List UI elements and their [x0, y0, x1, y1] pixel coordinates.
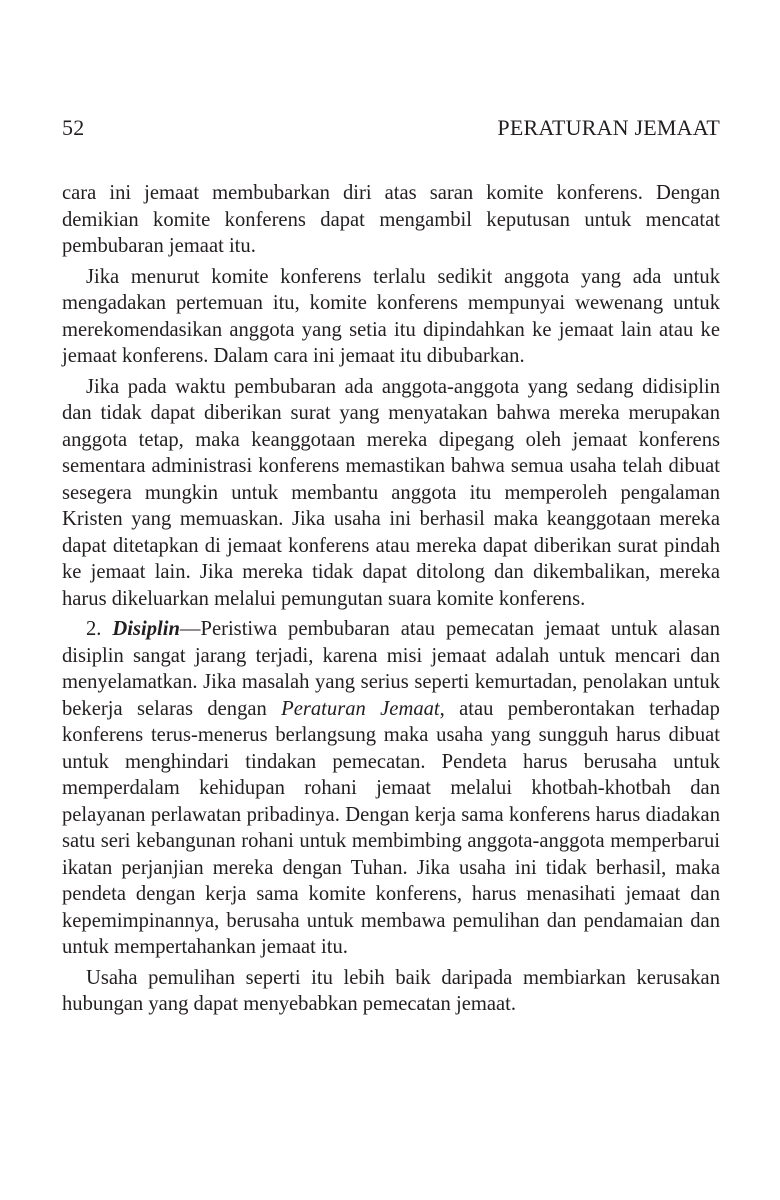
section-term: Disiplin: [112, 618, 180, 640]
paragraph-4: [62, 616, 720, 961]
italic-book-title: Peraturan Jemaat: [281, 697, 440, 720]
running-title: PERATURAN JEMAAT: [497, 115, 720, 140]
book-page: [62, 0, 722, 1200]
page-header: [62, 114, 720, 142]
page-number: 52: [62, 115, 85, 140]
paragraph-3: Jika pada waktu pembubaran ada anggota-anggota yang sedang didisiplin dan tidak dapat diberikan surat yang menyatakan bahwa mereka merupakan anggota tetap, maka keanggotaan mereka dipegang oleh jemaat konferens sementara administrasi konferens memastikan bahwa semua usaha telah dibuat sesegera mungkin untuk membantu anggota itu memperoleh pengalaman Kristen yang memuaskan. Jika usaha ini berhasil maka keanggotaan mereka dapat ditetapkan di jemaat konferens atau mereka dapat diberikan surat pindah ke jemaat lain. Jika mereka tidak dapat ditolong dan dikembalikan, mereka harus dikeluarkan melalui pemungutan suara komite konferens.: [62, 375, 720, 610]
section-number: 2.: [86, 618, 113, 640]
body-text: [62, 180, 720, 1022]
paragraph-1: cara ini jemaat membubarkan diri atas saran komite konferens. Dengan demikian komite konferens dapat mengambil keputusan untuk mencatat pembubaran jemaat itu.: [62, 182, 720, 257]
paragraph-2: Jika menurut komite konferens terlalu sedikit anggota yang ada untuk mengadakan pertemuan itu, komite konferens mempunyai wewenang untuk merekomendasikan anggota yang setia itu dipindahkan ke jemaat lain atau ke jemaat konferens. Dalam cara ini jemaat itu dibubarkan.: [62, 265, 720, 367]
paragraph-5: Usaha pemulihan seperti itu lebih baik daripada membiarkan kerusakan hubungan yang dapat menyebabkan pemecatan jemaat.: [62, 966, 720, 1015]
paragraph-4-text-b: , atau pemberontakan terhadap konferens terus-menerus berlangsung maka usaha yang sungguh harus dibuat untuk menghindari tindakan pemecatan. Pendeta harus berusaha untuk memperdalam kehidupan rohani jemaat melalui khotbah-khotbah dan pelayanan perlawatan pribadinya. Dengan kerja sama konferens harus diadakan satu seri kebangunan rohani untuk membimbing anggota-anggota memperbarui ikatan perjanjian mereka dengan Tuhan. Jika usaha ini tidak berhasil, maka pendeta dengan kerja sama komite konferens, harus menasihati jemaat dan kepemimpinannya, berusaha untuk membawa pemulihan dan pendamaian dan untuk mempertahankan jemaat itu.: [62, 697, 720, 958]
paragraph-4-text-a: —Peristiwa pembubaran atau pemecatan jemaat untuk alasan disiplin sangat jarang terjadi, karena misi jemaat adalah untuk mencari dan menyelamatkan. Jika masalah yang serius seperti kemurtadan, penolakan untuk bekerja selaras dengan: [62, 618, 721, 720]
